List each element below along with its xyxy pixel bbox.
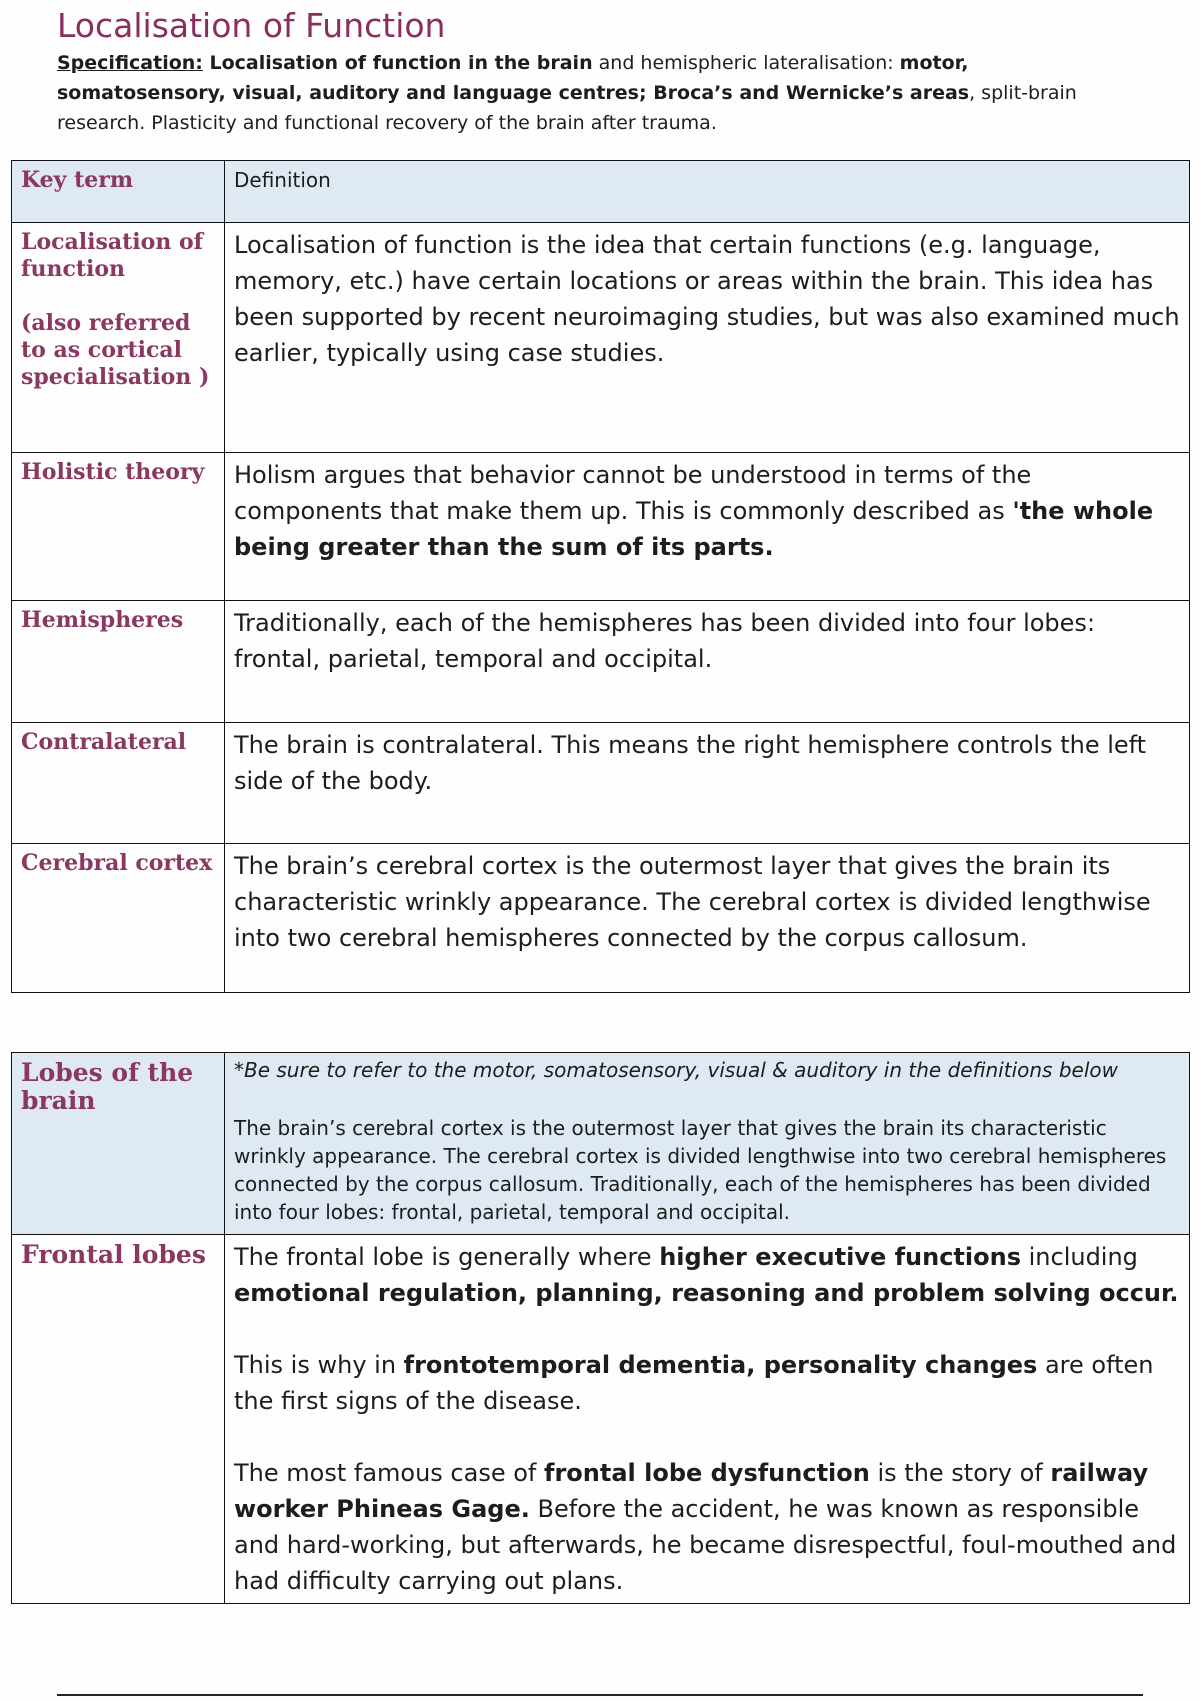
key-terms-header-row [12,161,1190,223]
specification-label: Specification: [57,52,203,74]
page-footer-rule [57,1694,1143,1696]
definition-paragraph [234,1347,1183,1419]
bold-text-run: 'the whole being greater than the sum of its parts. [234,497,1154,561]
term-cell [12,601,225,723]
table-row [12,1235,1190,1604]
table-row [12,601,1190,723]
lobes-intro-cell [225,1053,1190,1235]
bold-text-run: frontal lobe dysfunction [544,1459,870,1487]
text-run: and hemispheric lateralisation: [592,52,900,74]
definition-paragraph [234,457,1183,565]
specification-body [57,52,1077,134]
bold-text-run: frontotemporal dementia, personality changes [403,1351,1038,1379]
term-cell [12,723,225,844]
definition-paragraph [234,227,1183,371]
term-cell [12,223,225,453]
definition-cell [225,844,1190,993]
definition-paragraph [234,605,1183,677]
lobes-instruction-note: *Be sure to refer to the motor, somatosensory, visual & auditory in the definitions below [234,1058,1118,1082]
definition-column-header: Definition [225,161,1190,223]
bold-text-run: railway worker Phineas Gage. [234,1459,1149,1523]
term-alias: (also referred to as cortical specialisation ) [21,310,210,390]
definition-paragraph [234,1239,1183,1311]
lobes-intro-text: The brain’s cerebral cortex is the outermost layer that gives the brain its characteristic wrinkly appearance. The cerebral cortex is divided lengthwise into two cerebral hemispheres connected by the corpus callosum. Traditionally, each of the hemispheres has been divided into four lobes: frontal, parietal, temporal and occipital. [234,1116,1167,1224]
term-name: Localisation of function [21,229,204,282]
definition-paragraph [234,848,1183,956]
definition-paragraph [234,727,1183,799]
term-cell [12,844,225,993]
lobes-header-row [12,1053,1190,1235]
text-run: Localisation of function is the idea that certain functions (e.g. language, memory, etc.) have certain locations or areas within the brain. This idea has been supported by recent neuroimaging studies, but was also examined much earlier, typically using case studies. [234,231,1180,367]
table-row [12,223,1190,453]
document-title: Localisation of Function [57,6,446,45]
term-name: Contralateral [21,729,187,755]
definition-cell [225,601,1190,723]
definition-cell [225,1235,1190,1604]
bold-text-run: emotional regulation, planning, reasoning and problem solving occur. [234,1279,1179,1307]
term-name: Cerebral cortex [21,850,213,876]
term-name: Hemispheres [21,607,184,633]
term-cell [12,453,225,601]
bold-text-run: motor, somatosensory, visual, auditory and language centres; Broca’s and Wernicke’s areas [57,52,970,104]
specification-text [57,48,1117,138]
term-name: Frontal lobes [21,1240,206,1269]
bold-text-run: Localisation of function in the brain [202,52,593,74]
text-run: The brain is contralateral. This means the right hemisphere controls the left side of the body. [234,731,1147,795]
text-run: is the story of [869,1459,1051,1487]
term-cell [12,1235,225,1604]
table-row [12,453,1190,601]
text-run: The brain’s cerebral cortex is the outermost layer that gives the brain its characteristic wrinkly appearance. The cerebral cortex is divided lengthwise into two cerebral hemispheres connected by the corpus callosum. [234,852,1151,952]
bold-text-run: higher executive functions [659,1243,1021,1271]
text-run: Before the accident, he was known as responsible and hard-working, but afterwards, he became disrespectful, foul-mouthed and had difficulty carrying out plans. [234,1495,1177,1595]
term-name: Holistic theory [21,459,205,485]
definition-cell [225,223,1190,453]
table-row [12,844,1190,993]
brain-lobes-table [11,1052,1190,1604]
text-run: are often the first signs of the disease. [234,1351,1154,1415]
definition-cell [225,453,1190,601]
lobes-term-cell: Lobes of the brain [12,1053,225,1235]
table-row [12,723,1190,844]
text-run: , split-brain research. Plasticity and functional recovery of the brain after trauma. [57,82,1077,134]
key-terms-table [11,160,1190,993]
text-run: The frontal lobe is generally where [234,1243,660,1271]
text-run: The most famous case of [234,1459,544,1487]
text-run: Holism argues that behavior cannot be understood in terms of the components that make them up. This is commonly described as [234,461,1032,525]
key-term-column-header: Key term [12,161,225,223]
text-run: including [1020,1243,1138,1271]
text-run: This is why in [234,1351,404,1379]
definition-cell [225,723,1190,844]
text-run: Traditionally, each of the hemispheres has been divided into four lobes: frontal, parietal, temporal and occipital. [234,609,1096,673]
definition-paragraph [234,1455,1183,1599]
